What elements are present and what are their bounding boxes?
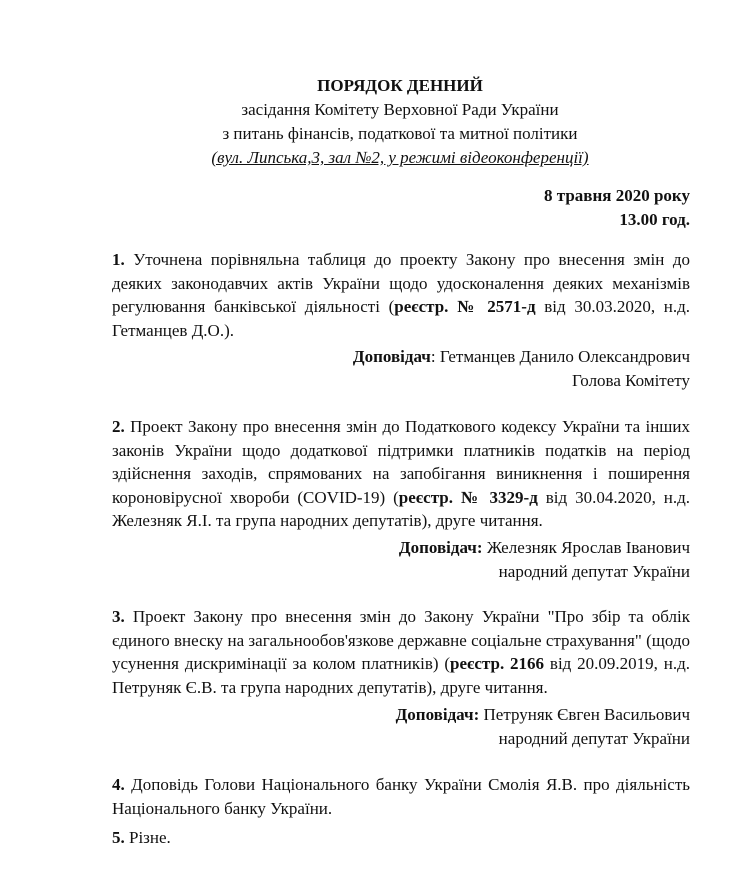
item-text: Доповідь Голови Національного банку України Смолія Я.В. про діяльність Національного банку України.	[112, 775, 690, 818]
registration-number: реєстр. 2166	[450, 654, 545, 673]
item-text: Проект Закону про внесення змін до Закону України "Про збір та облік єдиного внеску на загальнообов'язкове державне соціальне страхування" (щодо усунення дискримінації за колом платників) (	[112, 607, 690, 673]
venue-line: (вул. Липська,3, зал №2, у режимі відеоконференції)	[211, 148, 589, 167]
committee-subject-line: з питань фінансів, податкової та митної політики	[222, 124, 578, 143]
speaker-block-2	[399, 536, 690, 584]
agenda-item-3	[112, 605, 690, 699]
speaker-name: : Гетманцев Данило Олександрович	[430, 347, 690, 366]
item-text: Проект Закону про внесення змін до Податкового кодексу України та інших законів України щодо додаткової підтримки платників податків на період здійснення заходів, спрямованих на запобігання виникнення і поширення короновірусної хвороби (COVID-19) (	[112, 417, 690, 507]
meeting-date: 8 травня 2020 року	[544, 186, 690, 205]
speaker-name: Железняк Ярослав Іванович	[482, 538, 690, 557]
item-number: 5.	[112, 828, 125, 847]
item-number: 3.	[112, 607, 125, 626]
speaker-role: Голова Комітету	[571, 371, 690, 390]
speaker-role: народний депутат України	[498, 729, 690, 748]
speaker-name: Петруняк Євген Васильович	[479, 705, 690, 724]
item-text-end: від 30.04.2020, н.д. Железняк Я.І. та група народних депутатів), друге читання.	[112, 487, 690, 530]
speaker-label: Доповідач:	[398, 538, 483, 557]
item-number: 1.	[112, 250, 125, 269]
registration-number: реєстр. № 3329-д	[398, 487, 538, 507]
item-text-end: від 20.09.2019, н.д. Петруняк Є.В. та група народних депутатів), друге читання.	[112, 654, 691, 697]
meeting-time: 13.00 год.	[619, 210, 690, 229]
agenda-item-1	[112, 248, 690, 342]
agenda-header	[0, 74, 738, 170]
agenda-item-4	[112, 773, 690, 820]
speaker-label: Доповідач:	[395, 705, 480, 724]
speaker-role: народний депутат України	[498, 562, 690, 581]
speaker-block-3	[396, 703, 690, 751]
meeting-date-block	[544, 184, 690, 232]
speaker-label: Доповідач	[352, 347, 431, 366]
item-number: 4.	[112, 775, 125, 794]
agenda-item-2	[112, 415, 690, 533]
item-text: Уточнена порівняльна таблиця до проекту Закону про внесення змін до деяких законодавчих актів України щодо удосконалення деяких механізмів регулювання банківської діяльності (	[112, 250, 690, 316]
agenda-item-5	[112, 826, 690, 850]
agenda-title: ПОРЯДОК ДЕННИЙ	[317, 76, 483, 95]
item-text-end: від 30.03.2020, н.д. Гетманцев Д.О.).	[112, 297, 690, 340]
committee-line: засідання Комітету Верховної Ради України	[241, 100, 559, 119]
item-number: 2.	[112, 417, 125, 436]
speaker-block-1	[353, 345, 690, 393]
registration-number: реєстр. № 2571-д	[394, 297, 536, 316]
item-text: Різне.	[124, 828, 171, 847]
